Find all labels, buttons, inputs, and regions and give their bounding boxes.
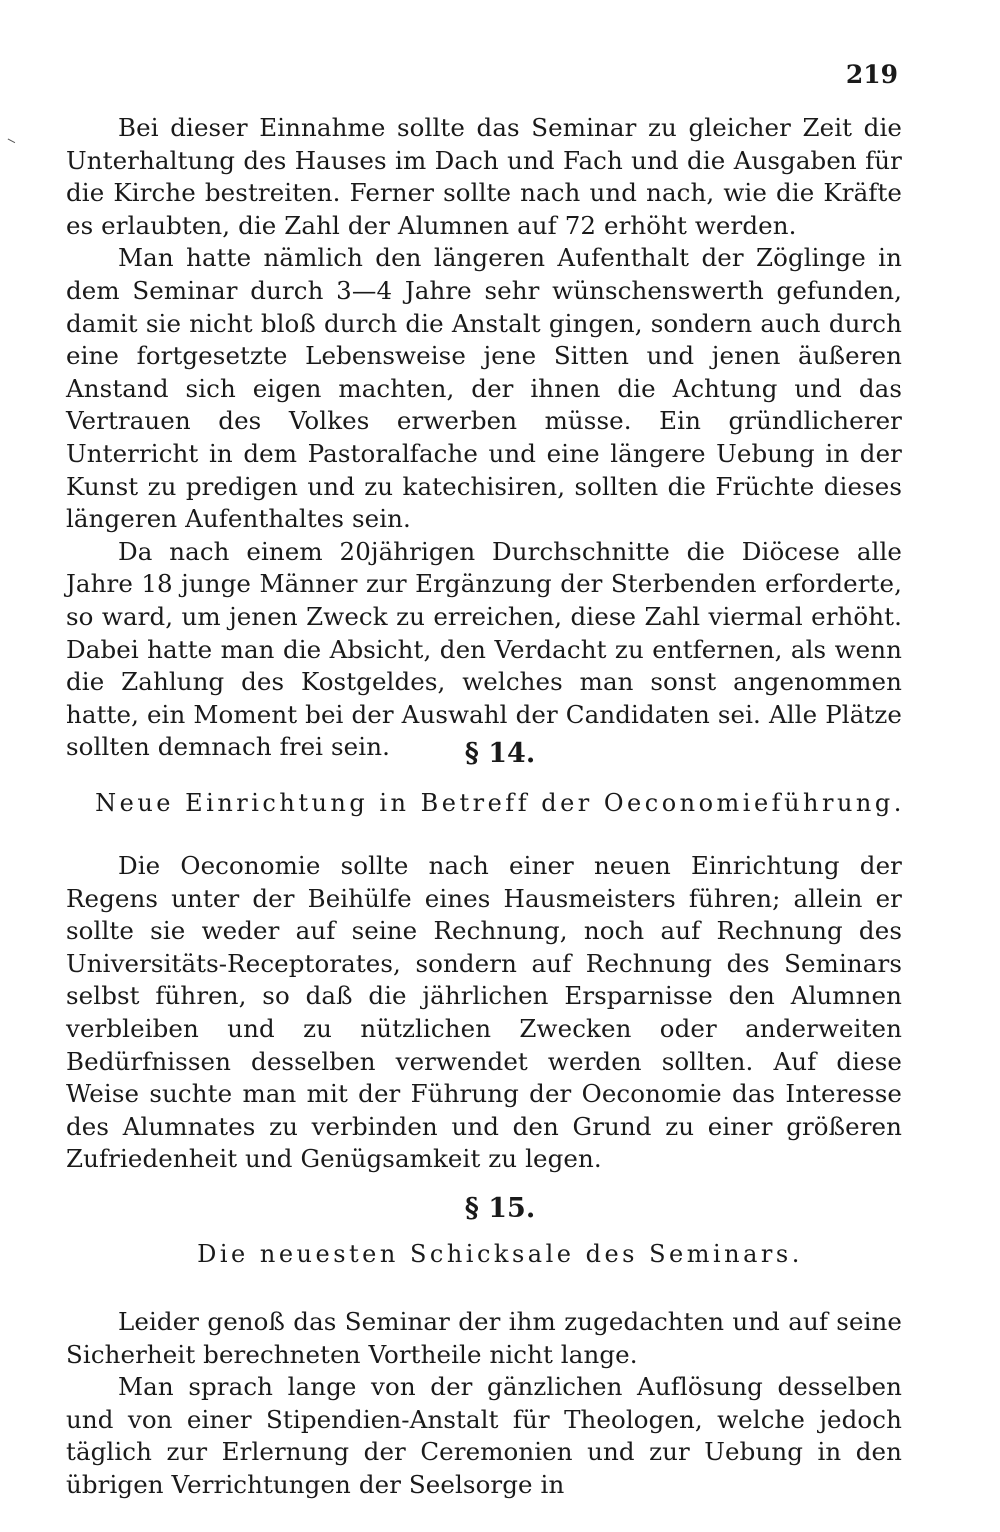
section-15-title: Die neuesten Schicksale des Seminars. [197,1240,803,1268]
paragraph: Bei dieser Einnahme sollte das Seminar zu gleicher Zeit die Unterhaltung des Hauses im Dach und Fach und die Ausgaben für die Kirche bestreiten. Ferner sollte nach und nach, wie die Kräfte es erlaubten, die Zahl der Alumnen auf 72 erhöht werden. [66,113,902,240]
section-14-body [66,850,902,1176]
paragraph: Da nach einem 20jährigen Durchschnitte die Diöcese alle Jahre 18 junge Männer zur Ergänzung der Sterbenden erforderte, so ward, um jenen Zweck zu erreichen, diese Zahl viermal erhöht. Dabei hatte man die Absicht, den Verdacht zu entfernen, als wenn die Zahlung des Kostgeldes, welches man sonst angenommen hatte, ein Moment bei der Auswahl der Candidaten sei. Alle Plätze sollten demnach frei sein. [66,536,902,762]
section-14-number: § 14. [464,738,536,769]
paragraph: Die Oeconomie sollte nach einer neuen Einrichtung der Regens unter der Beihülfe eines Hausmeisters führen; allein er sollte sie weder auf seine Rechnung, noch auf Rechnung des Universitäts-Receptorates, sondern auf Rechnung des Seminars selbst führen, so daß die jährlichen Ersparnisse den Alumnen verbleiben und zu nützlichen Zwecken oder anderweiten Bedürfnissen desselben verwendet werden sollten. Auf diese Weise suchte man mit der Führung der Oeconomie das Interesse des Alumnates zu verbinden und den Grund zu einer größeren Zufriedenheit und Genügsamkeit zu legen. [66,851,902,1174]
page-number: 219 [845,60,898,89]
section-14-title: Neue Einrichtung in Betreff der Oeconomieführung. [95,789,905,817]
section-15-body [66,1306,902,1502]
margin-mark [5,139,15,149]
top-text-block [66,112,902,764]
section-15-number: § 15. [464,1193,536,1224]
paragraph: Leider genoß das Seminar der ihm zugedachten und auf seine Sicherheit berechneten Vortheile nicht lange. [66,1307,902,1369]
paragraph: Man hatte nämlich den längeren Aufenthalt der Zöglinge in dem Seminar durch 3—4 Jahre sehr wünschenswerth gefunden, damit sie nicht bloß durch die Anstalt gingen, sondern auch durch eine fortgesetzte Lebensweise jene Sitten und jenen äußeren Anstand sich eigen machten, der ihnen die Achtung und das Vertrauen des Volkes erwerben müsse. Ein gründlicherer Unterricht in dem Pastoralfache und eine längere Uebung in der Kunst zu predigen und zu katechisiren, sollten die Früchte dieses längeren Aufenthaltes sein. [66,243,902,534]
paragraph: Man sprach lange von der gänzlichen Auflösung desselben und von einer Stipendien-Anstalt für Theologen, welche jedoch täglich zur Erlernung der Ceremonien und zur Uebung in den übrigen Verrichtungen der Seelsorge in [66,1372,902,1499]
